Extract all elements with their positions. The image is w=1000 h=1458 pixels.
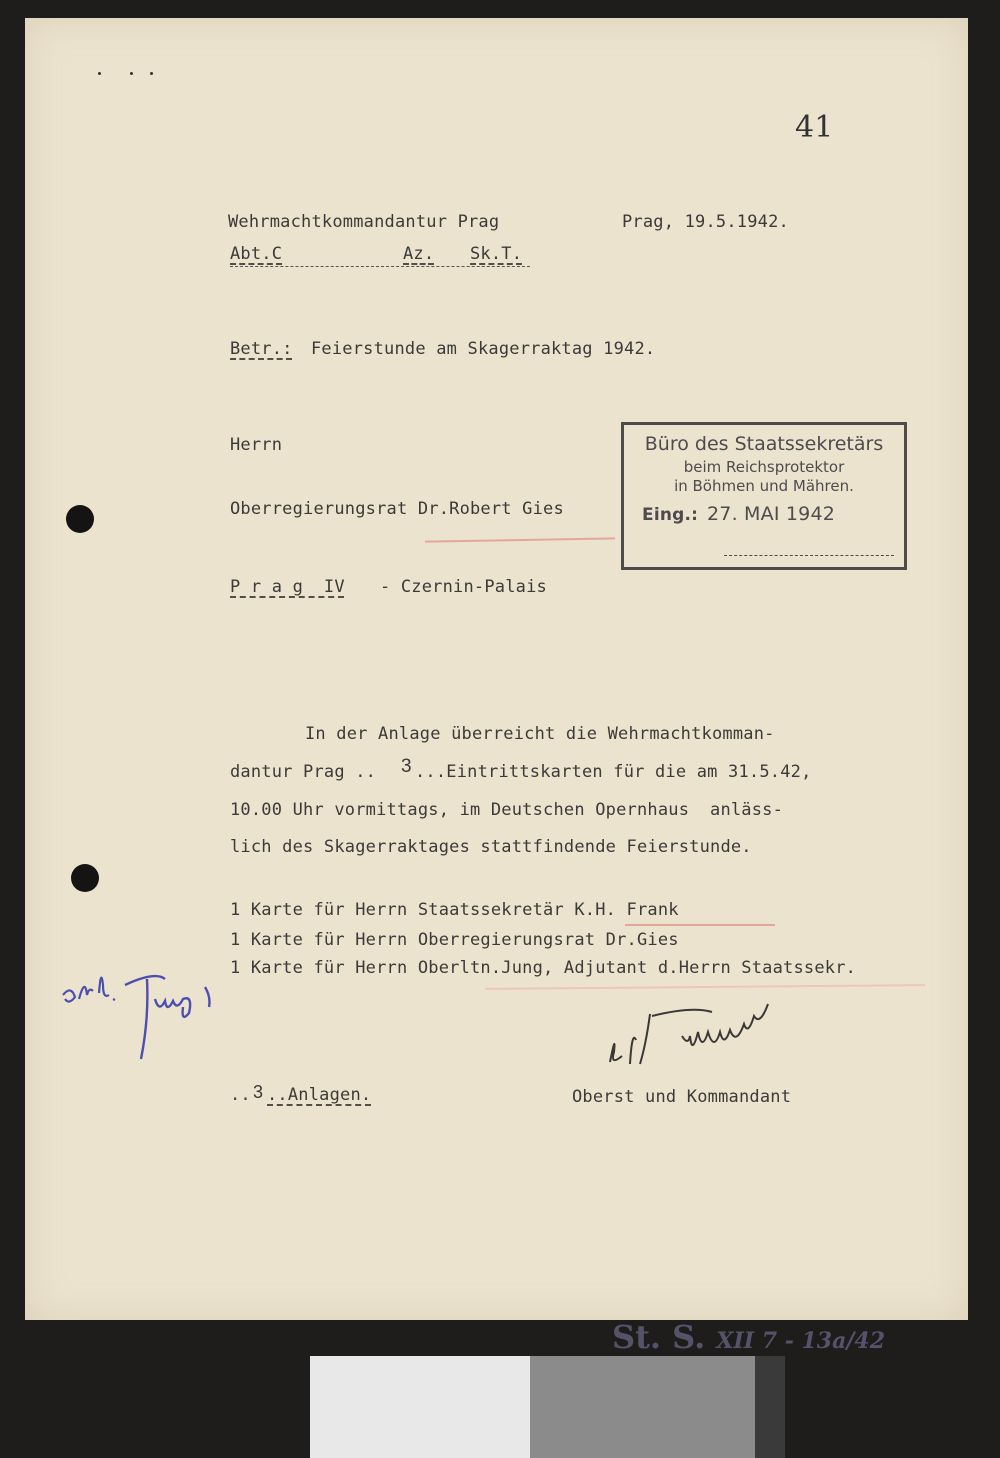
document-page [25,18,968,1320]
stamp-date: 27. MAI 1942 [707,503,836,525]
department: Abt.C [230,244,283,264]
card-line-1: 1 Karte für Herrn Staatssekretär K.H. Frank [230,900,679,920]
red-pencil-underline [425,537,615,542]
addressee-location: - Czernin-Palais [380,577,547,597]
marginal-note-erl-jung [55,965,235,1075]
body-line-4: lich des Skagerraktages stattfindende Feierstunde. [230,837,752,857]
subject-text: Feierstunde am Skagerraktag 1942. [311,339,656,359]
body-line-2a: dantur Prag .. [230,762,377,782]
color-calibration-white [310,1356,530,1458]
stamp-line-1: Büro des Staatssekretärs [644,433,884,455]
card-line-3: 1 Karte für Herrn Oberltn.Jung, Adjutant d.Herrn Staatssekr. [230,958,857,978]
red-pencil-underline-frank [625,924,775,926]
punch-hole-top [66,505,94,533]
color-calibration-dark [755,1356,785,1458]
stamp-line-3: in Böhmen und Mähren. [674,477,854,495]
red-pencil-underline-jung [485,984,925,990]
punch-hole-bottom [71,864,99,892]
dot-marks [98,72,158,76]
archive-stamp [612,1318,885,1356]
ref-value: Sk.T. [470,244,523,264]
body-ticket-count: 3 [401,756,412,777]
card-line-2: 1 Karte für Herrn Oberregierungsrat Dr.Gies [230,930,679,950]
body-line-3: 10.00 Uhr vormittags, im Deutschen Opernhaus anläss- [230,800,784,820]
body-line-2b: ...Eintrittskarten für die am 31.5.42, [415,762,812,782]
subject-label: Betr.: [230,339,293,359]
enclosures-label: ..Anlagen. [267,1085,372,1105]
addressee-name: Oberregierungsrat Dr.Robert Gies [230,499,564,519]
header-rule [230,266,530,267]
receipt-stamp [621,422,907,570]
stamp-line-2: beim Reichsprotektor [683,458,845,476]
place-date: Prag, 19.5.1942. [622,212,789,232]
stamp-rule [724,555,894,556]
body-line-1: In der Anlage überreicht die Wehrmachtkomman- [305,724,775,744]
commandant-signature [590,1002,820,1082]
ref-label: Az. [403,244,435,264]
archive-stamp-ref: XII 7 - 13a/42 [716,1328,886,1354]
enclosures-count: 3 [253,1082,264,1102]
signatory-title: Oberst und Kommandant [572,1087,792,1107]
enclosures-prefix: .. [230,1085,251,1105]
page-number: 41 [795,110,834,145]
color-calibration-gray [530,1356,755,1458]
sender-line: Wehrmachtkommandantur Prag [228,212,500,232]
addressee-city: P r a g IV [230,577,345,597]
stamp-eing-label: Eing.: [642,505,699,525]
archive-stamp-prefix: St. S. [612,1318,706,1356]
salutation: Herrn [230,435,283,455]
